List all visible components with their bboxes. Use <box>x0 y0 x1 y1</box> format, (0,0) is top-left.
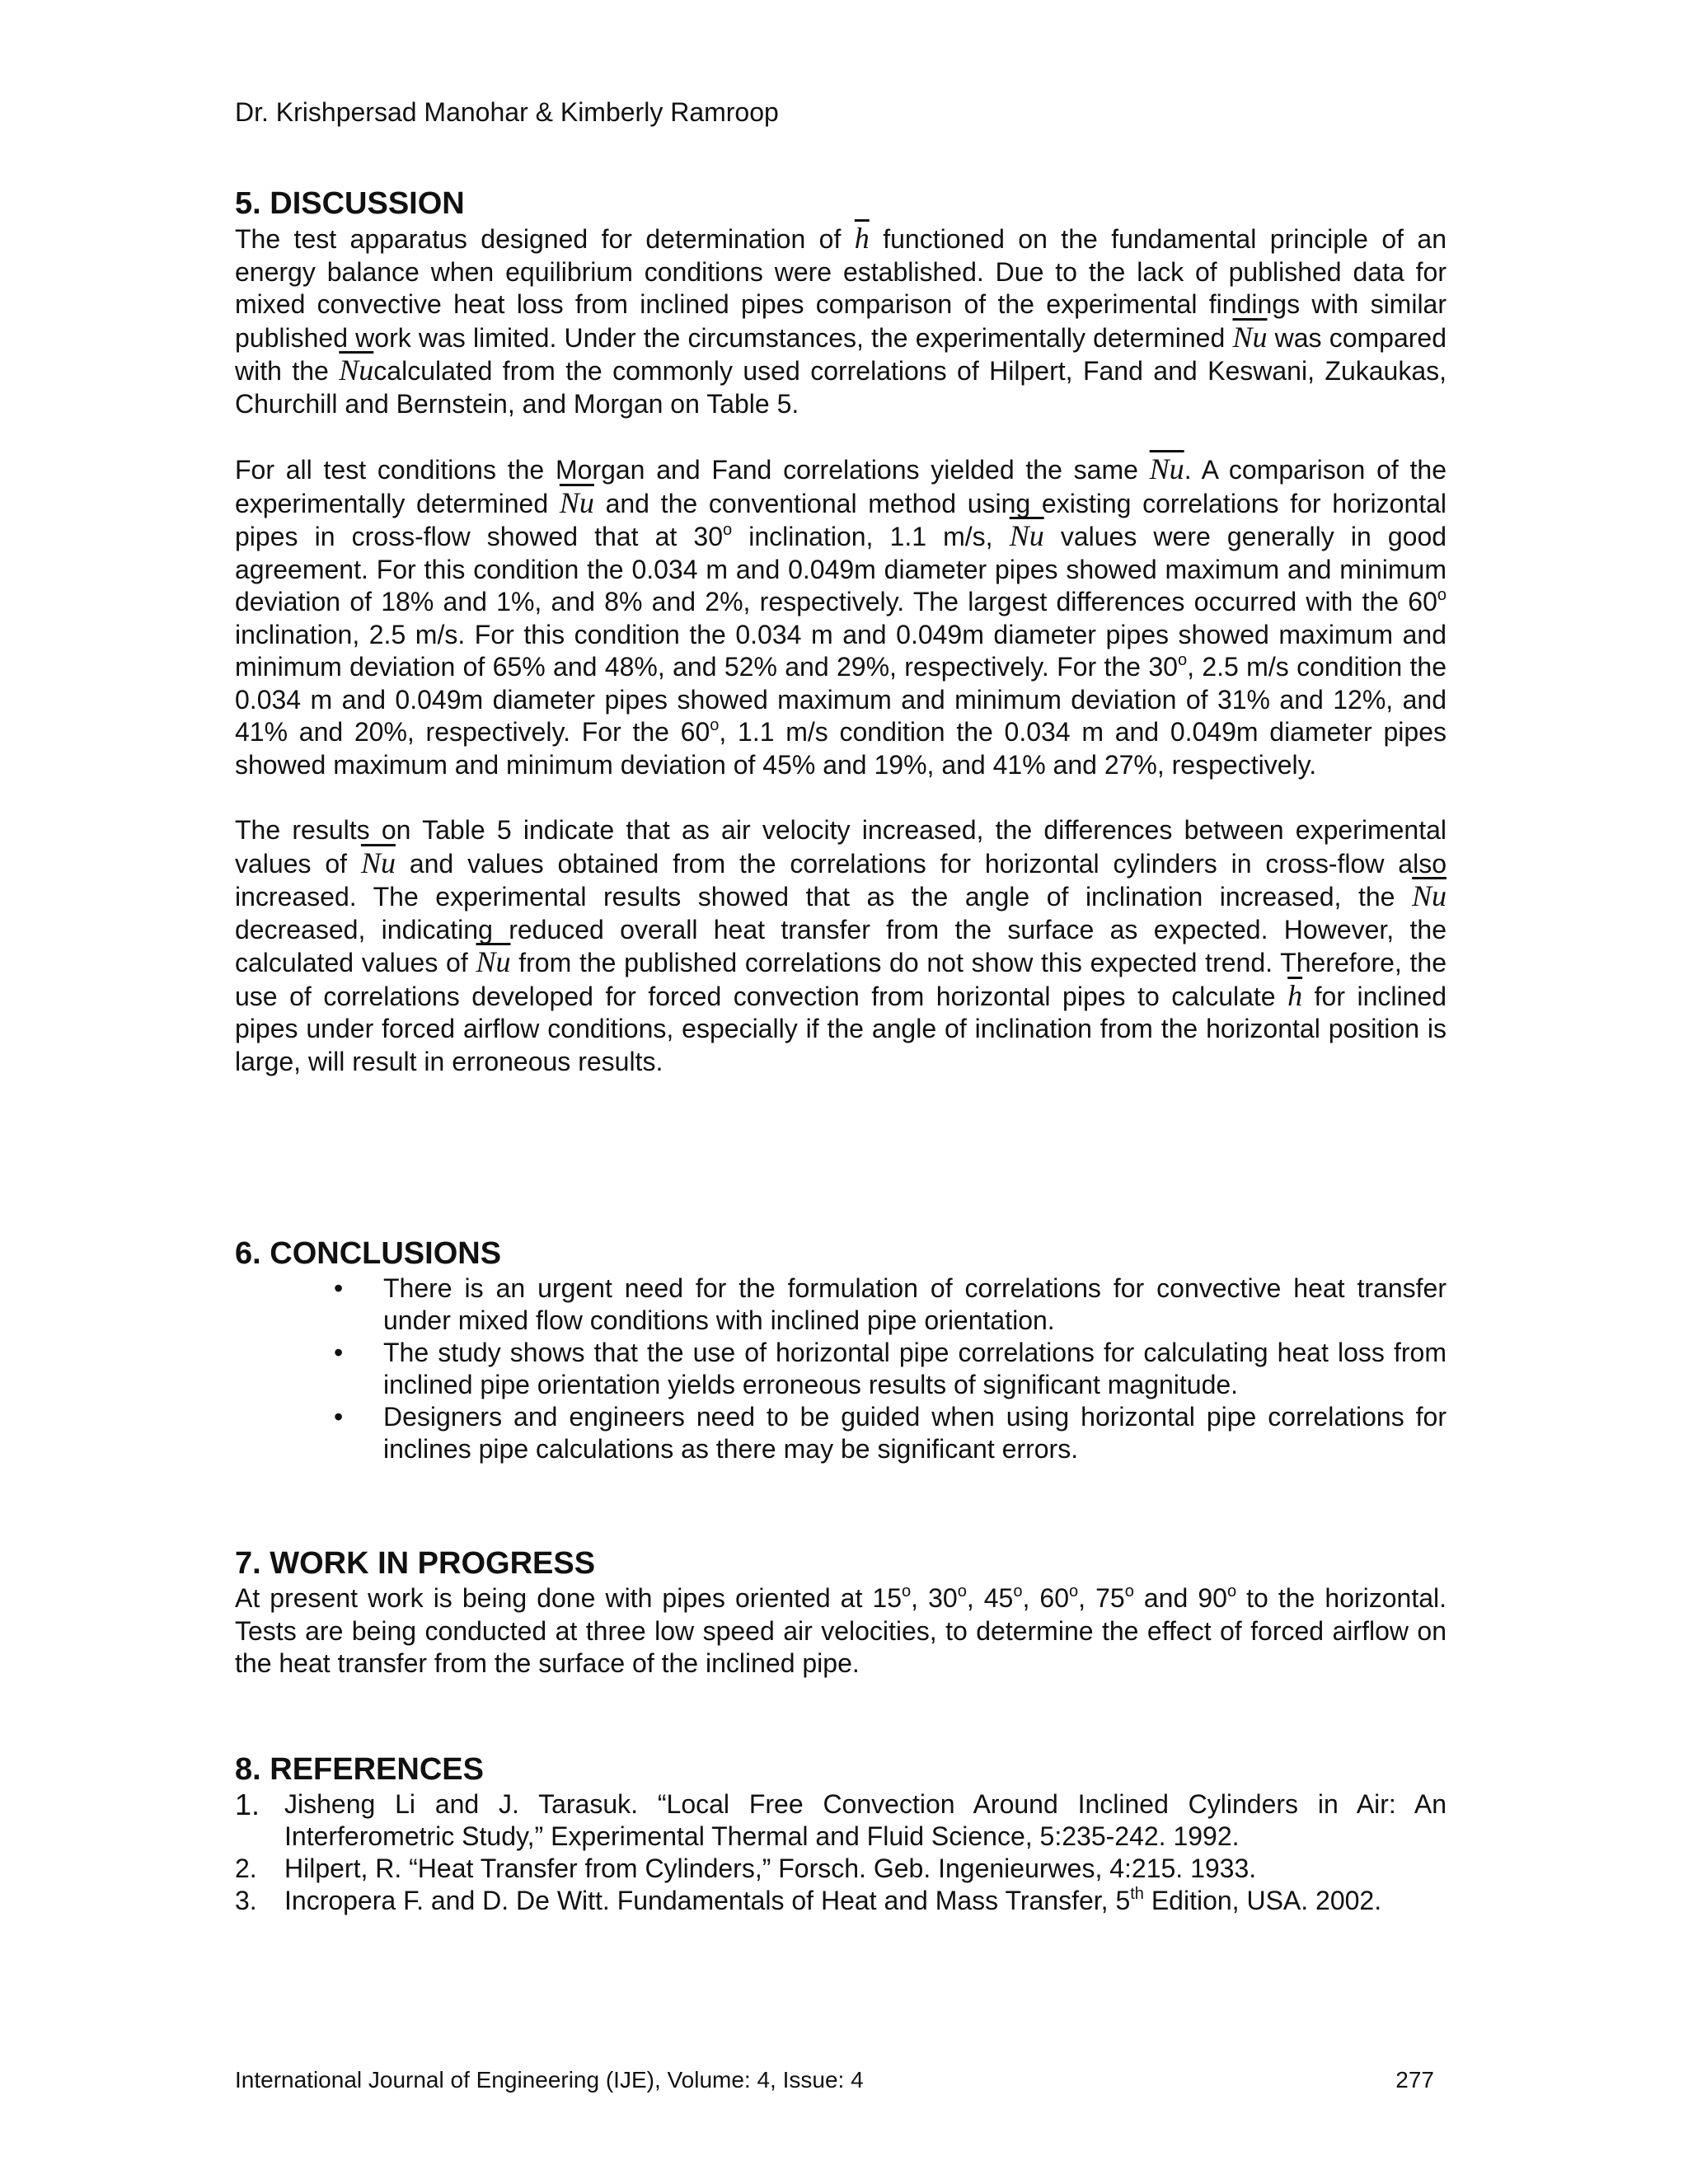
text-span: , 75 <box>1078 1583 1125 1613</box>
symbol-nu-bar: $\overline{Nu}$ <box>360 846 396 879</box>
symbol-h-bar: $\overline{h}$ <box>1287 978 1303 1012</box>
text-span: , 1.1 m/s condition the 0.034 m and 0.049m diameter pipes showed maximum and minimum deviation of 45% and 19%, and 41% and 27%, respectively. <box>235 717 1447 780</box>
reference-item <box>235 1788 1447 1853</box>
text-span: and 90 <box>1133 1583 1227 1613</box>
text-span: The results on Table 5 indicate that as air velocity increased, the differences between experimental values of <box>235 815 1447 879</box>
text-span: , 45 <box>966 1583 1014 1613</box>
section-conclusions <box>235 1235 1447 1465</box>
reference-number: 2. <box>235 1854 257 1883</box>
reference-text: Jisheng Li and J. Tarasuk. “Local Free Convection Around Inclined Cylinders in Air: An Interferometric Study,” Experimental Thermal and Fluid Science, 5:235-242. 1992. <box>284 1789 1447 1851</box>
symbol-nu-bar: $\overline{Nu}$ <box>1149 452 1184 485</box>
references-list <box>235 1788 1447 1917</box>
degree-sup: o <box>710 716 720 734</box>
text-span: For all test conditions the Morgan and Fand correlations yielded the same <box>235 455 1138 485</box>
reference-number: 3. <box>235 1886 257 1915</box>
symbol-nu-bar: $\overline{Nu}$ <box>476 945 511 978</box>
text-span: and the conventional method using existing correlations for horizontal pipes in cross-flow showed that at 30 <box>235 488 1447 551</box>
reference-item <box>235 1853 1447 1885</box>
degree-sup: o <box>902 1582 912 1601</box>
conclusions-list <box>235 1272 1447 1465</box>
discussion-paragraph-2 <box>235 453 1447 781</box>
section-discussion <box>235 185 1447 1078</box>
text-span: , 60 <box>1022 1583 1070 1613</box>
reference-number: 1. <box>235 1788 260 1821</box>
symbol-nu-bar: $\overline{Nu}$ <box>1009 519 1044 552</box>
degree-sup: o <box>1437 586 1447 604</box>
degree-sup: o <box>1124 1582 1134 1601</box>
text-span: The test apparatus designed for determination of <box>235 224 842 254</box>
section-work-in-progress <box>235 1544 1447 1680</box>
reference-text: Edition, USA. 2002. <box>1143 1886 1382 1915</box>
section-title-work-in-progress: 7. WORK IN PROGRESS <box>235 1546 596 1581</box>
section-title-discussion: 5. DISCUSSION <box>235 186 465 221</box>
text-span: . A comparison of the experimentally determined <box>235 455 1447 518</box>
text-span: calculated from the commonly used correlations of Hilpert, Fand and Keswani, Zukaukas, Churchill and Bernstein, and Morgan on Table 5. <box>235 356 1447 419</box>
degree-sup: o <box>1226 1582 1237 1601</box>
text-span: , 30 <box>911 1583 958 1613</box>
list-item <box>235 1401 1447 1465</box>
text-span: values were generally in good agreement. For this condition the 0.034 m and 0.049m diameter pipes showed maximum and minimum deviation of 18% and 1%, and 8% and 2%, respectively. The largest differences occurred with the 60 <box>235 522 1447 616</box>
text-span: inclination, 1.1 m/s, <box>748 522 993 551</box>
text-span: from the published correlations do not show this expected trend. Therefore, the use of correlations developed for forced convection from horizontal pipes to calculate <box>235 948 1447 1011</box>
work-in-progress-paragraph <box>235 1582 1447 1680</box>
symbol-nu-bar: $\overline{Nu}$ <box>559 485 594 519</box>
symbol-nu-bar: $\overline{Nu}$ <box>1412 879 1447 912</box>
list-item-text: Designers and engineers need to be guided when using horizontal pipe correlations for inclines pipe calculations as there may be significant errors. <box>383 1402 1447 1464</box>
text-span: decreased, indicating reduced overall heat transfer from the surface as expected. However, the calculated values of <box>235 914 1447 977</box>
bullet-icon: • <box>334 1273 344 1303</box>
symbol-h-bar: $\overline{h}$ <box>854 222 870 255</box>
bullet-icon: • <box>334 1338 344 1367</box>
list-item-text: There is an urgent need for the formulation of correlations for convective heat transfer under mixed flow conditions with inclined pipe orientation. <box>383 1273 1447 1335</box>
discussion-paragraph-3 <box>235 814 1447 1078</box>
page-footer <box>235 2067 1434 2093</box>
symbol-nu-bar: $\overline{Nu}$ <box>339 354 374 387</box>
text-span: functioned on the fundamental principle of an energy balance when equilibrium conditions were established. Due to the lack of published data for mixed convective heat loss from inclined pipes comparison of the experimental findings with similar published work was limited. Under the circumstances, the experimentally determined <box>235 224 1447 353</box>
text-span: to the horizontal. Tests are being conducted at three low speed air velocities, to determine the effect of forced airflow on the heat transfer from the surface of the inclined pipe. <box>235 1583 1447 1678</box>
text-span: At present work is being done with pipes oriented at 15 <box>235 1583 903 1613</box>
text-span: , 2.5 m/s condition the 0.034 m and 0.049m diameter pipes showed maximum and minimum deviation of 31% and 12%, and 41% and 20%, respectively. For the 60 <box>235 652 1447 747</box>
reference-text: Incropera F. and D. De Witt. Fundamentals of Heat and Mass Transfer, 5 <box>284 1886 1131 1915</box>
reference-text: Hilpert, R. “Heat Transfer from Cylinders,” Forsch. Geb. Ingenieurwes, 4:215. 1933. <box>284 1854 1257 1883</box>
page-number: 277 <box>1395 2067 1434 2093</box>
superscript-th: th <box>1130 1885 1144 1903</box>
degree-sup: o <box>957 1582 967 1601</box>
section-references <box>235 1750 1447 1917</box>
text-span: was compared with the <box>235 322 1447 386</box>
degree-sup: o <box>1013 1582 1023 1601</box>
symbol-nu-bar: $\overline{Nu}$ <box>1232 320 1268 354</box>
degree-sup: o <box>1069 1582 1079 1601</box>
section-title-conclusions: 6. CONCLUSIONS <box>235 1236 502 1271</box>
degree-sup: o <box>1177 651 1188 669</box>
list-item <box>235 1272 1447 1337</box>
list-item <box>235 1337 1447 1401</box>
section-title-references: 8. REFERENCES <box>235 1752 484 1787</box>
bullet-icon: • <box>334 1402 344 1432</box>
running-header: Dr. Krishpersad Manohar & Kimberly Ramroop <box>235 97 779 127</box>
reference-item <box>235 1885 1447 1917</box>
text-span: and values obtained from the correlations for horizontal cylinders in cross-flow also increased. The experimental results showed that as the angle of inclination increased, the <box>235 848 1447 912</box>
text-span: for inclined pipes under forced airflow conditions, especially if the angle of inclination from the horizontal position is large, will result in erroneous results. <box>235 981 1447 1076</box>
journal-info: International Journal of Engineering (IJE), Volume: 4, Issue: 4 <box>235 2067 864 2093</box>
list-item-text: The study shows that the use of horizontal pipe correlations for calculating heat loss from inclined pipe orientation yields erroneous results of significant magnitude. <box>383 1338 1447 1399</box>
degree-sup: o <box>723 521 733 539</box>
text-span: inclination, 2.5 m/s. For this condition the 0.034 m and 0.049m diameter pipes showed maximum and minimum deviation of 65% and 48%, and 52% and 29%, respectively. For the 30 <box>235 619 1447 682</box>
discussion-paragraph-1 <box>235 223 1447 420</box>
